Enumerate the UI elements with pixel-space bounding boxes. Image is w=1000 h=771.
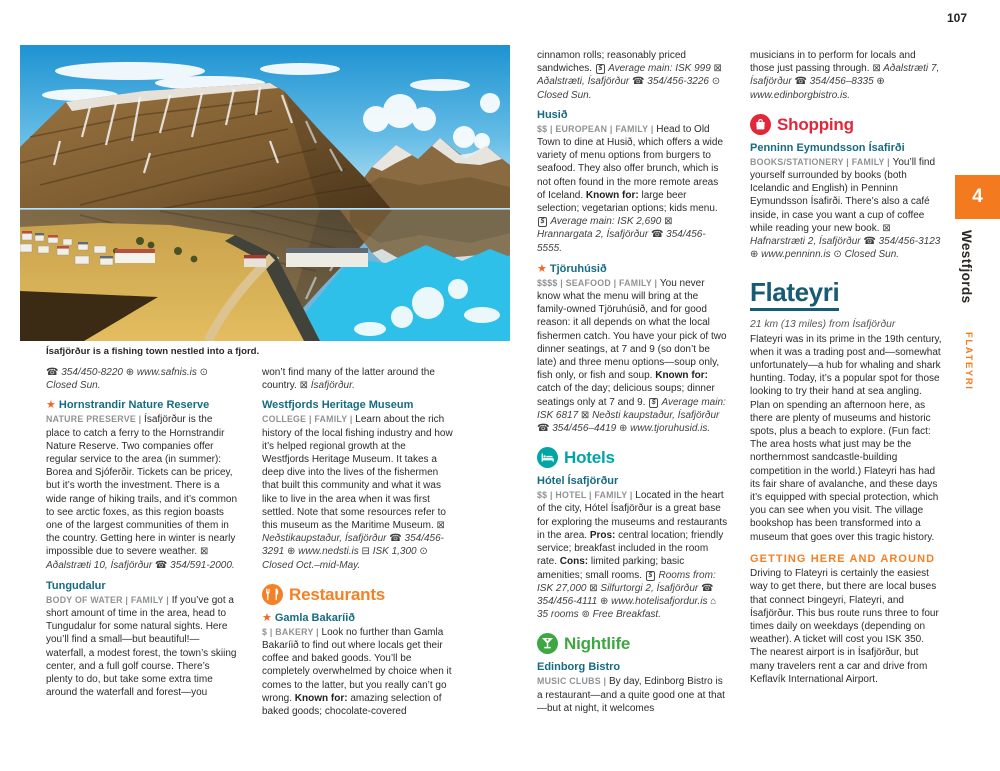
column-1 xyxy=(46,366,238,706)
tab-section-label: FLATEYRI xyxy=(963,332,974,391)
listing-gamla-bakariid xyxy=(262,611,454,718)
listing-edinborg-bistro xyxy=(537,660,729,715)
listing-heritage-museum xyxy=(262,398,454,571)
fjord-photo xyxy=(20,45,510,341)
continuation-paragraph: musicians in to perform for locals and those just passing through. ⊠ Aðalstræti 7, Ísafjörður ☎ 354/456–8335 ⊕ www.edinborgbistro.is. xyxy=(750,50,940,101)
fodors-choice-star-icon: ★ xyxy=(262,611,272,624)
chapter-tab: 4 xyxy=(955,175,1000,219)
continuation-paragraph: won’t find many of the latter around the country. ⊠ Ísafjörður. xyxy=(262,367,435,392)
listing-title: Penninn Eymundsson Ísafirði xyxy=(750,141,905,154)
listing-body: $$ | HOTEL | FAMILY | Located in the heart of the city, Hótel Ísafjörður is a great base for exploring the museums and restaurants in the area. Pros: central location; friendly service; breakfast included in the room rate. Cons: limited parking; basic amenities; small rooms. $ Rooms from: ISK 27,000 ⊠ Silfurtorgi 2, Ísafjörður ☎ 354/456-4111 ⊕ www.hotelisafjordur.is ⌂ 35 rooms ⊚ Free Breakfast. xyxy=(537,490,728,621)
shopping-section-header xyxy=(750,114,942,135)
listing-body: BODY OF WATER | FAMILY | If you’ve got a short amount of time in the area, head to Tungudalur for some natural sights. Here you’ll find a small—but beautiful!—waterfall, a modest forest, the town’s skiing center, and a full golf course. There’s plenty to do, but take some extra time around the waterfall and forest—you xyxy=(46,594,237,699)
section-label: Nightlife xyxy=(564,634,631,654)
bed-icon xyxy=(537,447,558,468)
listing-body: COLLEGE | FAMILY | Learn about the rich history of the local fishing industry and how it’s helped regional growth at the Westfjords Heritage Museum. It takes a deep dive into the lives of the fishermen that built this community and what it was like to live in the area when it was first settled. Note that some resources refer to this museum as the Maritime Museum. ⊠ Neðstikaupstaður, Ísafjörður ☎ 354/456-3291 ⊕ www.nedsti.is ⊟ ISK 1,300 ⊙ Closed Oct.–mid-May. xyxy=(262,414,453,571)
getting-here-header: GETTING HERE AND AROUND xyxy=(750,552,936,565)
listing-title: Tungudalur xyxy=(46,579,106,592)
listing-tungudalur xyxy=(46,579,238,700)
listing-title: ★ Tjöruhúsið xyxy=(537,262,607,275)
listing-body: $$$$ | SEAFOOD | FAMILY | You never know what the menu will bring at the family-owned Tjöruhúsið, and for good reason: it all depends on what the local fishermen catch. You have your pick of two dinner seatings, at 7 and 9 (so don’t be late) and three menu options—soup only, fish only, or fish and soup. Known for: catch of the day; delicious soups; dinner seatings only at 7 and 9. $ Average main: ISK 6817 ⊠ Neðsti kaupstaður, Ísafjörður ☎ 354/456–4419 ⊕ www.tjoruhusid.is. xyxy=(537,277,727,435)
listing-title: ★ Gamla Bakaríið xyxy=(262,611,355,624)
fork-and-knife-icon xyxy=(262,584,283,605)
getting-here-text: Driving to Flateyri is certainly the easiest way to get there, but there are local buses that connect Þingeyri, Flateyri, and Ísafjörður. This bus route runs three to four times daily on weekdays (depending on weather). A ticket will cost you ISK 350. The nearest airport is in Ísafjörður, but many travelers rent a car and drive from Keflavík International Airport. xyxy=(750,568,939,685)
fjord-photo-art xyxy=(20,45,510,341)
listing-hornstrandir xyxy=(46,398,238,571)
martini-glass-icon xyxy=(537,633,558,654)
column-4 xyxy=(750,49,942,687)
listing-title: Husið xyxy=(537,108,568,121)
listing-tjoruhusid xyxy=(537,262,729,435)
continuation-paragraph: cinnamon rolls; reasonably priced sandwiches. $ Average main: ISK 999 ⊠ Aðalstræti, Ísafjörður ☎ 354/456-3226 ⊙ Closed Sun. xyxy=(537,50,722,101)
section-label: Restaurants xyxy=(289,584,386,604)
city-intro: Flateyri was in its prime in the 19th century, when it was a trading post and—somewhat unfortunately—a hub for whaling and shark hunting. Today, it’s a popular spot for those looking to try their hand at sea angling. Plan on spending an afternoon here, as there are plenty of museums and historic spots, plus a beach to explore. (Fun fact: The area hosts what just may be the northernmost sandcastle-building competition in the world.) Flateyri has had its fair share of avalanche, and these days it’s equipped with special protection, which you can see when you visit. The village bookshop has been transformed into a museum that goes over this tragic history. xyxy=(750,333,942,543)
listing-body: NATURE PRESERVE | Ísafjörður is the place to catch a ferry to the Hornstrandir Nature Reserve. Two companies offer regular service to the area (in summer): Borea and Sjóferðir. Tickets can be pricey, but it’s worth the investment. There is a wide range of hiking trails, and it’s common to see arctic foxes, as this region boasts one of the largest communities of them in the country. Getting here in winter is nearly impossible due to severe weather. ⊠ Aðalstræti 10, Ísafjörður ☎ 354/591-2000. xyxy=(46,414,238,571)
listing-title: Edinborg Bistro xyxy=(537,661,621,674)
listing-title: Hótel Ísafjörður xyxy=(537,475,619,488)
listing-penninn xyxy=(750,141,942,262)
listing-title: ★ Hornstrandir Nature Reserve xyxy=(46,399,210,412)
section-label: Hotels xyxy=(564,448,615,468)
city-distance: 21 km (13 miles) from Ísafjörður xyxy=(750,319,896,331)
column-2 xyxy=(262,366,454,725)
fodors-choice-star-icon: ★ xyxy=(46,399,56,412)
column-3 xyxy=(537,49,729,722)
city-section-flateyri xyxy=(750,268,942,685)
listing-husid xyxy=(537,108,729,255)
listing-hotel-isafjordur xyxy=(537,474,729,621)
restaurants-section-header xyxy=(262,584,454,605)
listing-body: MUSIC CLUBS | By day, Edinborg Bistro is a restaurant—and a quite good one at that—but at night, it welcomes xyxy=(537,676,725,714)
tab-region-label: Westfjords xyxy=(959,230,974,304)
listing-body: $ | BAKERY | Look no further than Gamla Bakaríið to find out where locals get their coffee and baked goods. You’ll be completely overwhelmed by choice when it comes to the latter, but you really can’t go wrong. Known for: amazing selection of baked goods; chocolate-covered xyxy=(262,626,452,718)
shopping-bag-icon xyxy=(750,114,771,135)
listing-body: $$ | EUROPEAN | FAMILY | Head to Old Town to dine at Husið, which offers a wide variety of menu options from burgers to seafood. They also offer brunch, which is not often found in the more remote areas of Iceland. Known for: large beer selection; vegetarian options; kids menu. $ Average main: ISK 2,690 ⊠ Hrannargata 2, Ísafjörður ☎ 354/456-5555. xyxy=(537,123,724,254)
photo-caption: Ísafjörður is a fishing town nestled into a fjord. xyxy=(46,346,260,357)
contact-line: ☎ 354/450-8220 ⊕ www.safnis.is ⊙ Closed Sun. xyxy=(46,367,209,392)
section-label: Shopping xyxy=(777,114,854,134)
listing-body: BOOKS/STATIONERY | FAMILY | You’ll find yourself surrounded by books (both Icelandic and English) in Penninn Eymundsson Ísafirði. There’s also a café inside, in case you want a cup of coffee while reading your new book. ⊠ Hafnarstræti 2, Ísafjörður ☎ 354/456-3123 ⊕ www.penninn.is ⊙ Closed Sun. xyxy=(750,156,941,261)
listing-title: Westfjords Heritage Museum xyxy=(262,399,414,412)
city-title: Flateyri xyxy=(750,278,839,311)
hotels-section-header xyxy=(537,447,729,468)
page-number: 107 xyxy=(947,11,968,25)
nightlife-section-header xyxy=(537,633,729,654)
fodors-choice-star-icon: ★ xyxy=(537,262,547,275)
